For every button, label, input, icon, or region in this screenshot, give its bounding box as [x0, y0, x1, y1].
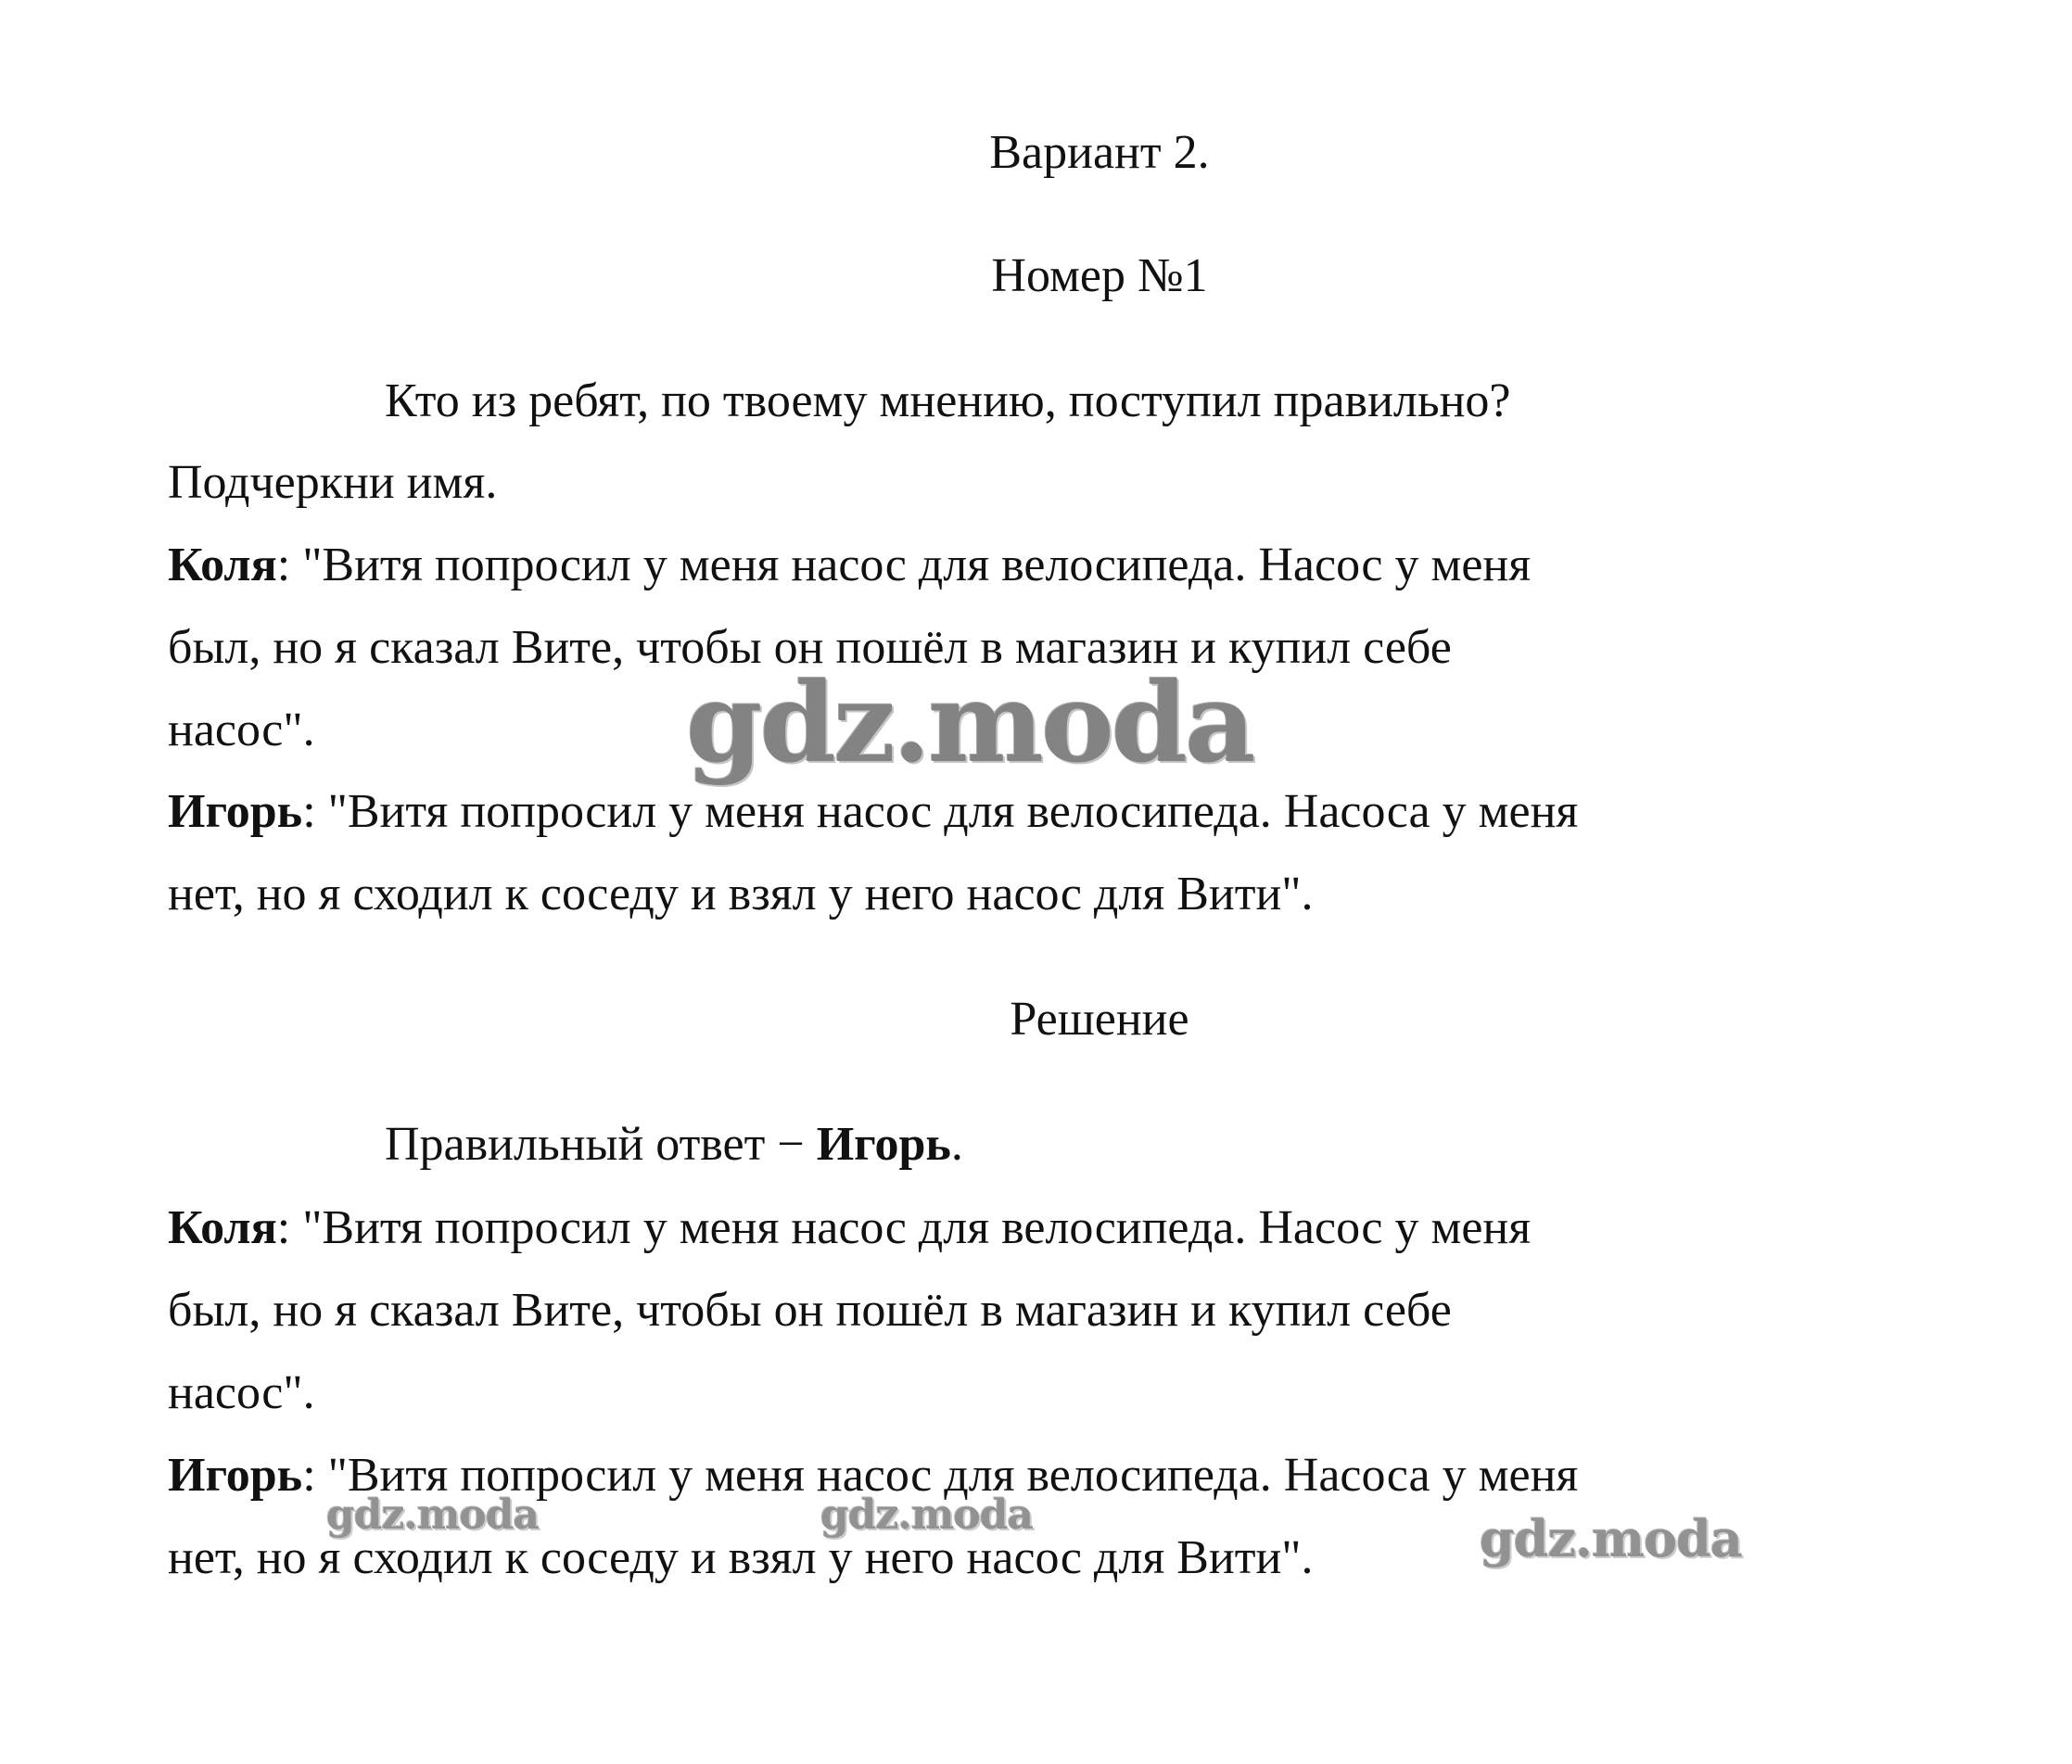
solution-heading: Решение: [1010, 993, 1189, 1046]
solution-igor-text-1: : "Витя попросил у меня насос для велосипеда. Насоса у меня: [302, 1449, 1579, 1502]
solution-kolya-line-1: [168, 1200, 1531, 1256]
task-question: Кто из ребят, по твоему мнению, поступил правильно?: [385, 374, 1511, 427]
solution-answer: [385, 1117, 963, 1173]
watermark-small-2: gdz.moda: [820, 1491, 1034, 1539]
watermark-large: gdz.moda: [686, 658, 1253, 787]
answer-prefix: Правильный ответ −: [385, 1118, 817, 1171]
solution-kolya-text-1: : "Витя попросил у меня насос для велосипеда. Насос у меня: [276, 1201, 1532, 1254]
task-igor-line-1: [168, 784, 1578, 840]
variant-title: Вариант 2.: [989, 126, 1210, 179]
answer-name: Игорь: [816, 1118, 951, 1171]
watermark-small-3: gdz.moda: [1480, 1509, 1742, 1568]
solution-igor-line-2: нет, но я сходил к соседу и взял у него насос для Вити".: [168, 1531, 1314, 1584]
solution-kolya-line-2: был, но я сказал Вите, чтобы он пошёл в магазин и купил себе: [168, 1284, 1452, 1337]
kolya-name: Коля: [168, 539, 277, 591]
watermark-small-1: gdz.moda: [326, 1491, 540, 1539]
solution-kolya-name: Коля: [168, 1201, 277, 1254]
igor-name: Игорь: [168, 785, 303, 838]
task-kolya-line-1: [168, 538, 1531, 593]
task-number: Номер №1: [991, 249, 1208, 302]
solution-igor-name: Игорь: [168, 1449, 303, 1502]
igor-text-1: : "Витя попросил у меня насос для велосипеда. Насоса у меня: [302, 785, 1579, 838]
task-kolya-line-2: был, но я сказал Вите, чтобы он пошёл в магазин и купил себе: [168, 621, 1452, 674]
answer-suffix: .: [950, 1118, 963, 1171]
solution-kolya-line-3: насос".: [168, 1366, 315, 1419]
task-igor-line-2: нет, но я сходил к соседу и взял у него насос для Вити".: [168, 868, 1314, 920]
kolya-text-1: : "Витя попросил у меня насос для велосипеда. Насос у меня: [276, 539, 1532, 591]
task-kolya-line-3: насос".: [168, 704, 315, 756]
task-instruction: Подчеркни имя.: [168, 456, 498, 509]
